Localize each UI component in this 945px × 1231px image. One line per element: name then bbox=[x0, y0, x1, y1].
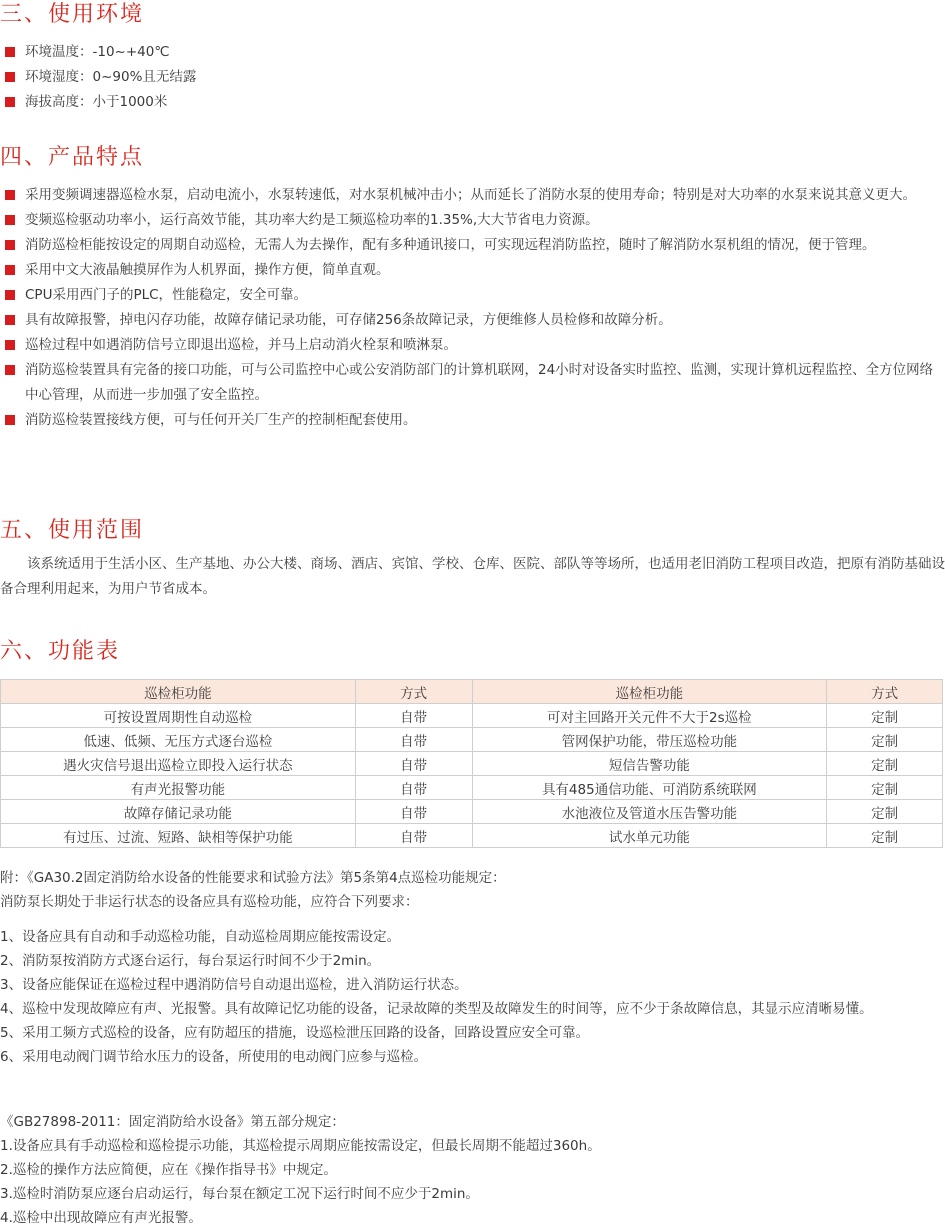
gb-notes bbox=[0, 1110, 945, 1230]
list-item: CPU采用西门子的PLC，性能稳定，安全可靠。 bbox=[0, 283, 945, 308]
table-row bbox=[1, 800, 943, 824]
list-item: 3.巡检时消防泵应逐台启动运行，每台泵在额定工况下运行时间不应少于2min。 bbox=[0, 1186, 479, 1202]
table-cell: 自带 bbox=[355, 752, 472, 776]
list-item: 6、采用电动阀门调节给水压力的设备，所使用的电动阀门应参与巡检。 bbox=[0, 1049, 428, 1065]
column-header: 方式 bbox=[827, 680, 943, 704]
table-cell: 自带 bbox=[355, 800, 472, 824]
table-cell: 遇火灾信号退出巡检立即投入运行状态 bbox=[1, 752, 356, 776]
table-cell: 有声光报警功能 bbox=[1, 776, 356, 800]
scope-paragraph: 该系统适用于生活小区、生产基地、办公大楼、商场、酒店、宾馆、学校、仓库、医院、部队等等场所，也适用老旧消防工程项目改造，把原有消防基础设备合理利用起来，为用户节省成本。 bbox=[0, 556, 945, 597]
note-line: 附：《GA30.2固定消防给水设备的性能要求和试验方法》第5条第4点巡检功能规定： bbox=[0, 870, 506, 886]
table-cell: 自带 bbox=[355, 776, 472, 800]
bullet-square-icon bbox=[5, 290, 15, 300]
list-item: 2、消防泵按消防方式逐台运行，每台泵运行时间不少于2min。 bbox=[0, 953, 381, 969]
table-row bbox=[1, 776, 943, 800]
bullet-square-icon bbox=[5, 365, 15, 375]
note-title: 《GB27898-2011：固定消防给水设备》第五部分规定： bbox=[0, 1114, 345, 1130]
ga-requirements bbox=[0, 925, 945, 1069]
table-cell: 定制 bbox=[827, 704, 943, 728]
table-cell: 定制 bbox=[827, 728, 943, 752]
list-item: 环境温度：-10~+40℃ bbox=[0, 40, 945, 65]
column-header: 巡检柜功能 bbox=[472, 680, 827, 704]
table-cell: 具有485通信功能、可消防系统联网 bbox=[472, 776, 827, 800]
table-cell: 低速、低频、无压方式逐台巡检 bbox=[1, 728, 356, 752]
table-cell: 自带 bbox=[355, 728, 472, 752]
list-item: 海拔高度：小于1000米 bbox=[0, 90, 945, 115]
list-item: 3、设备应能保证在巡检过程中遇消防信号自动退出巡检，进入消防运行状态。 bbox=[0, 977, 468, 993]
table-cell: 定制 bbox=[827, 824, 943, 848]
list-item: 4.巡检中出现故障应有声光报警。 bbox=[0, 1210, 202, 1226]
column-header: 方式 bbox=[355, 680, 472, 704]
table-cell: 自带 bbox=[355, 704, 472, 728]
list-item: 消防巡检装置接线方便，可与任何开关厂生产的控制柜配套使用。 bbox=[0, 408, 945, 433]
table-cell: 有过压、过流、短路、缺相等保护功能 bbox=[1, 824, 356, 848]
list-item: 2.巡检的操作方法应简便，应在《操作指导书》中规定。 bbox=[0, 1162, 337, 1178]
table-cell: 自带 bbox=[355, 824, 472, 848]
env-list bbox=[0, 40, 945, 115]
table-cell: 故障存储记录功能 bbox=[1, 800, 356, 824]
list-item: 1、设备应具有自动和手动巡检功能，自动巡检周期应能按需设定。 bbox=[0, 929, 401, 945]
list-item: 采用中文大液晶触摸屏作为人机界面，操作方便，简单直观。 bbox=[0, 258, 945, 283]
column-header: 巡检柜功能 bbox=[1, 680, 356, 704]
table-cell: 可对主回路开关元件不大于2s巡检 bbox=[472, 704, 827, 728]
table-row bbox=[1, 728, 943, 752]
list-item: 消防巡检柜能按设定的周期自动巡检，无需人为去操作，配有多种通讯接口，可实现远程消防监控，随时了解消防水泵机组的情况，便于管理。 bbox=[0, 233, 945, 258]
table-cell: 水池液位及管道水压告警功能 bbox=[472, 800, 827, 824]
function-table bbox=[0, 679, 943, 848]
list-item: 具有故障报警，掉电闪存功能，故障存储记录功能，可存储256条故障记录，方便维修人员检修和故障分析。 bbox=[0, 308, 945, 333]
table-cell: 定制 bbox=[827, 776, 943, 800]
bullet-square-icon bbox=[5, 415, 15, 425]
bullet-square-icon bbox=[5, 340, 15, 350]
table-row bbox=[1, 824, 943, 848]
section-title-function-table: 六、功能表 bbox=[0, 639, 121, 664]
table-row bbox=[1, 704, 943, 728]
bullet-square-icon bbox=[5, 47, 15, 57]
list-item: 消防巡检装置具有完备的接口功能，可与公司监控中心或公安消防部门的计算机联网，24小时对设备实时监控、监测，实现计算机远程监控、全方位网络中心管理，从而进一步加强了安全监控。 bbox=[0, 358, 945, 408]
list-item: 采用变频调速器巡检水泵，启动电流小，水泵转速低，对水泵机械冲击小；从而延长了消防水泵的使用寿命；特别是对大功率的水泵来说其意义更大。 bbox=[0, 183, 945, 208]
bullet-square-icon bbox=[5, 190, 15, 200]
table-cell: 可按设置周期性自动巡检 bbox=[1, 704, 356, 728]
table-row bbox=[1, 752, 943, 776]
section-title-features: 四、产品特点 bbox=[0, 145, 145, 170]
table-header-row bbox=[1, 680, 943, 704]
list-item: 4、巡检中发现故障应有声、光报警。具有故障记忆功能的设备，记录故障的类型及故障发生的时间等，应不少于条故障信息，其显示应清晰易懂。 bbox=[0, 1001, 873, 1017]
bullet-square-icon bbox=[5, 265, 15, 275]
section-title-env: 三、使用环境 bbox=[0, 2, 145, 27]
bullet-square-icon bbox=[5, 97, 15, 107]
list-item: 环境湿度：0~90%且无结露 bbox=[0, 65, 945, 90]
bullet-square-icon bbox=[5, 315, 15, 325]
table-cell: 定制 bbox=[827, 752, 943, 776]
list-item: 变频巡检驱动功率小，运行高效节能，其功率大约是工频巡检功率的1.35%,大大节省电力资源。 bbox=[0, 208, 945, 233]
list-item: 5、采用工频方式巡检的设备，应有防超压的措施，设巡检泄压回路的设备，回路设置应安全可靠。 bbox=[0, 1025, 590, 1041]
bullet-square-icon bbox=[5, 72, 15, 82]
note-line: 消防泵长期处于非运行状态的设备应具有巡检功能，应符合下列要求： bbox=[0, 894, 419, 910]
section-title-scope: 五、使用范围 bbox=[0, 518, 145, 543]
table-cell: 定制 bbox=[827, 800, 943, 824]
table-cell: 短信告警功能 bbox=[472, 752, 827, 776]
list-item: 巡检过程中如遇消防信号立即退出巡检，并马上启动消火栓泵和喷淋泵。 bbox=[0, 333, 945, 358]
table-cell: 试水单元功能 bbox=[472, 824, 827, 848]
table-cell: 管网保护功能，带压巡检功能 bbox=[472, 728, 827, 752]
features-list bbox=[0, 183, 945, 433]
list-item: 1.设备应具有手动巡检和巡检提示功能，其巡检提示周期应能按需设定，但最长周期不能超过360h。 bbox=[0, 1138, 601, 1154]
bullet-square-icon bbox=[5, 240, 15, 250]
ga-notes bbox=[0, 866, 945, 914]
bullet-square-icon bbox=[5, 215, 15, 225]
